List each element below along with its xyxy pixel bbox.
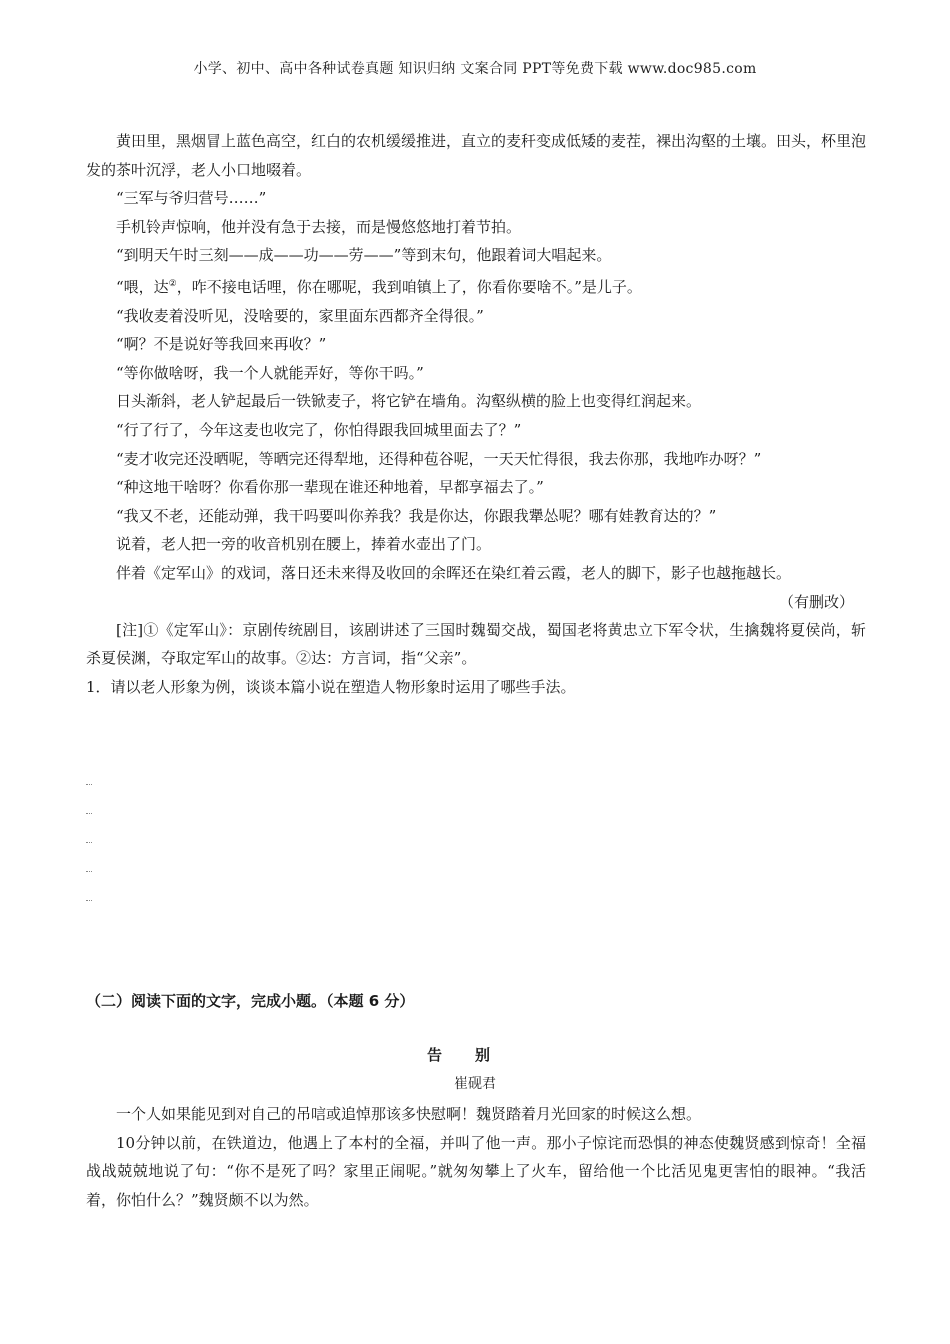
- story-paragraph: “我收麦着没听见，没啥要的，家里面东西都齐全得很。”: [116, 306, 484, 325]
- phone-text-b: ，咋不接电话哩，你在哪呢，我到咱镇上了，你看你要啥不。”是儿子。: [176, 277, 642, 296]
- answer-line[interactable]: [86, 784, 92, 786]
- story-2-title: 告别: [426, 1046, 523, 1064]
- story-paragraph: 说着，老人把一旁的收音机别在腰上，捧着水壶出了门。: [116, 535, 492, 554]
- story-paragraph: “麦才收完还没晒呢，等晒完还得犁地，还得种苞谷呢，一天天忙得很，我去你那，我地咋办呀？”: [116, 449, 762, 468]
- story-paragraph-phone: [86, 270, 866, 302]
- story-paragraph: 手机铃声惊响，他并没有急于去接，而是慢悠悠地打着节拍。: [116, 217, 522, 236]
- story-paragraph: “我又不老，还能动弹，我干吗要叫你养我？我是你达，你跟我犟怂呢？哪有娃教育达的？”: [116, 506, 717, 525]
- question-1: 1．请以老人形象为例，谈谈本篇小说在塑造人物形象时运用了哪些手法。: [86, 677, 576, 696]
- story-paragraph: “到明天午时三刻——成——功——劳——”等到末句，他跟着词大唱起来。: [116, 246, 612, 265]
- revision-note: （有删改）: [778, 592, 854, 611]
- story-paragraph: 伴着《定军山》的戏词，落日还未来得及收回的余晖还在染红着云霞，老人的脚下，影子也越拖越长。: [116, 563, 792, 582]
- story-paragraph: 一个人如果能见到对自己的吊唁或追悼那该多快慰啊！魏贤踏着月光回家的时候这么想。: [116, 1105, 702, 1123]
- page-header: 小学、初中、高中各种试卷真题 知识归纳 文案合同 PPT等免费下载 www.doc985.com: [193, 61, 757, 77]
- answer-line[interactable]: [86, 813, 92, 815]
- annotation-note: [注]①《定军山》：京剧传统剧目，该剧讲述了三国时魏蜀交战，蜀国老将黄忠立下军令状，生擒魏将夏侯尚，斩杀夏侯渊，夺取定军山的故事。②达：方言词，指“父亲”。: [86, 620, 866, 668]
- story-paragraph: “行了行了，今年这麦也收完了，你怕得跟我回城里面去了？”: [116, 420, 522, 439]
- answer-line[interactable]: [86, 842, 92, 844]
- answer-line[interactable]: [86, 871, 92, 873]
- footnote-marker: ②: [168, 278, 177, 289]
- phone-text-a: “喂，达: [116, 277, 169, 296]
- story-paragraph: “种这地干啥呀？你看你那一辈现在谁还种地着，早都享福去了。”: [116, 478, 544, 497]
- story-paragraph: “啊？不是说好等我回来再收？”: [116, 335, 327, 354]
- story-paragraph: “三军与爷归营号……”: [116, 189, 267, 208]
- story-1-body: [86, 127, 866, 701]
- story-paragraph: “等你做啥呀，我一个人就能弄好，等你干吗。”: [116, 363, 424, 382]
- answer-line[interactable]: [86, 900, 92, 902]
- story-2-author: 崔砚君: [454, 1076, 496, 1092]
- story-paragraph: 10分钟以前，在铁道边，他遇上了本村的全福，并叫了他一声。那小子惊诧而恐惧的神态使魏贤感到惊奇！全福战战兢兢地说了句：“你不是死了吗？家里正闹呢。”就匆匆攀上了火车，留给他一个比活见鬼更害怕的眼神。“我活着，你怕什么？”魏贤颇不以为然。: [86, 1133, 866, 1209]
- story-paragraph: 日头渐斜，老人铲起最后一铁锨麦子，将它铲在墙角。沟壑纵横的脸上也变得红润起来。: [116, 392, 702, 411]
- story-2-body: [86, 1100, 866, 1214]
- section-2-heading: （二）阅读下面的文字，完成小题。（本题 6 分）: [86, 992, 415, 1010]
- story-paragraph: 黄田里，黑烟冒上蓝色高空，红白的农机缓缓推进，直立的麦秆变成低矮的麦茬，裸出沟壑的土壤。田头，杯里泡发的茶叶沉浮，老人小口地啜着。: [86, 132, 867, 179]
